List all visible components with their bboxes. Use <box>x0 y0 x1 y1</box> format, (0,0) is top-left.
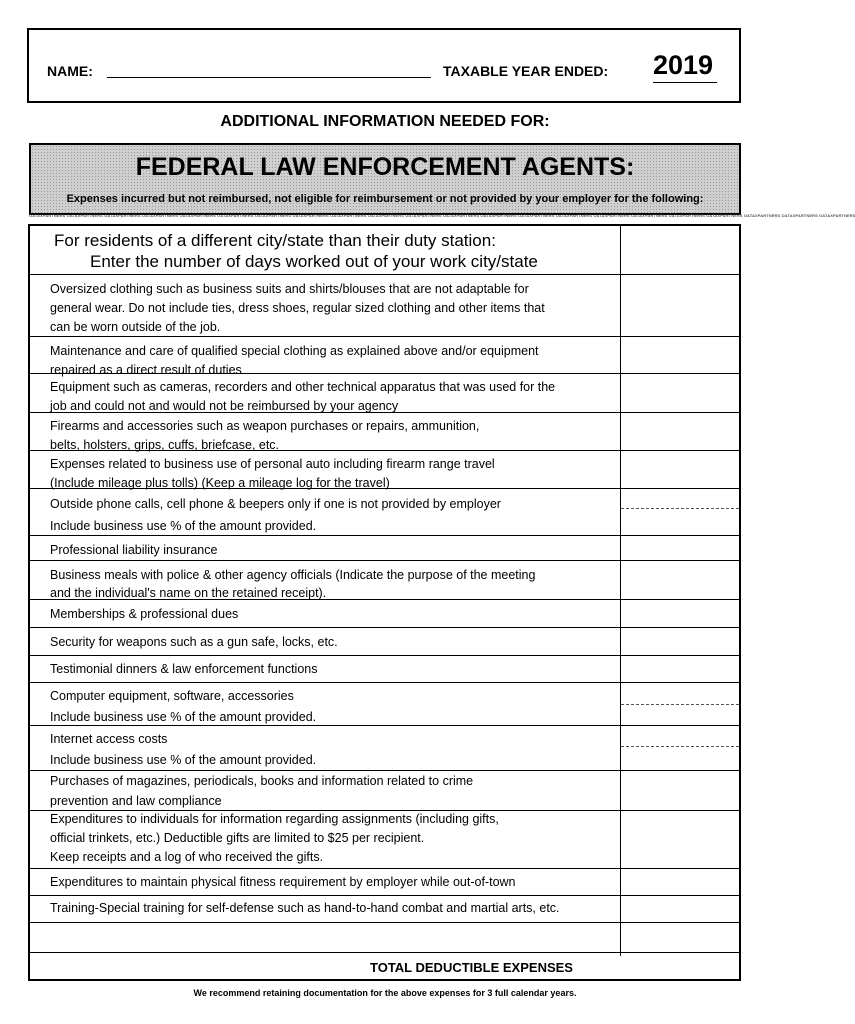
expense-table <box>28 224 741 981</box>
expense-row-text: Include business use % of the amount provided. <box>50 519 317 533</box>
tax-year: 2019 <box>653 50 714 80</box>
amount-cell[interactable] <box>621 337 739 373</box>
expense-row-text: Include business use % of the amount provided. <box>50 753 317 767</box>
amount-cell[interactable] <box>621 811 739 868</box>
banner-subtitle: Expenses incurred but not reimbursed, not eligible for reimbursement or not provided by your employer for the following: <box>66 193 704 205</box>
expense-row-text: official trinkets, etc.) Deductible gifts are limited to $25 per recipient. <box>50 831 425 845</box>
expense-row-text: repaired as a direct result of duties <box>50 363 242 377</box>
amount-cell[interactable] <box>621 771 739 810</box>
expense-row-text: Memberships & professional dues <box>50 607 239 621</box>
taxable-year-label: TAXABLE YEAR ENDED: <box>443 63 609 79</box>
section-banner <box>29 143 741 215</box>
expense-row-text: Business meals with police & other agency officials (Indicate the purpose of the meeting <box>50 568 536 582</box>
total-deductible-label: TOTAL DEDUCTIBLE EXPENSES <box>370 960 573 975</box>
expense-row-text: Professional liability insurance <box>50 543 218 557</box>
expense-row-text: general wear. Do not include ties, dress shoes, regular sized clothing and other items that <box>50 301 545 315</box>
amount-cell[interactable] <box>621 374 739 412</box>
amount-cell[interactable] <box>621 451 739 488</box>
amount-cell[interactable] <box>621 536 739 560</box>
expense-row-text: Keep receipts and a log of who received the gifts. <box>50 850 324 864</box>
header-box <box>27 28 741 103</box>
watermark-strip: OATAXPARTNERS OATAXPARTNERS OATAXPARTNERS OATAXPARTNERS OATAXPARTNERS OATAXPARTNERS OATAXPARTNERS OATAXPARTNERS OATAXPARTNERS OATAXPARTNERS OATAXPARTNERS OATAXPARTNERS OATAXPARTNERS OATAXPARTNERS OATAXPARTNERS OATAXPARTNERS OATAXPARTNERS OATAXPARTNERS OATAXPARTNERS OATAXPARTNERS OATAXPARTNERS OATAXPARTNERS <box>29 213 855 218</box>
amount-cell[interactable] <box>621 413 739 450</box>
amount-cell[interactable] <box>621 656 739 682</box>
expense-row-text: Firearms and accessories such as weapon purchases or repairs, ammunition, <box>50 419 480 433</box>
name-label: NAME: <box>47 63 93 79</box>
row-divider <box>30 922 739 923</box>
expense-row-text: Equipment such as cameras, recorders and other technical apparatus that was used for the <box>50 380 556 394</box>
expense-row-text: Security for weapons such as a gun safe, locks, etc. <box>50 635 338 649</box>
expense-row-text: can be worn outside of the job. <box>50 320 221 334</box>
residents-line-1: For residents of a different city/state than their duty station: <box>54 231 496 250</box>
expense-row-text: Testimonial dinners & law enforcement functions <box>50 662 318 676</box>
amount-cell[interactable] <box>621 275 739 336</box>
expense-row-text: belts, holsters, grips, cuffs, briefcase, etc. <box>50 438 280 452</box>
amount-cell[interactable] <box>621 896 739 922</box>
row-divider <box>30 952 739 953</box>
additional-info-heading: ADDITIONAL INFORMATION NEEDED FOR: <box>220 113 550 130</box>
expense-row-text: prevention and law compliance <box>50 794 222 808</box>
expense-row-text: and the individual's name on the retained receipt). <box>50 586 327 600</box>
footer-note: We recommend retaining documentation for the above expenses for 3 full calendar years. <box>193 988 577 998</box>
amount-cell[interactable] <box>621 869 739 895</box>
expense-row-text: Internet access costs <box>50 732 168 746</box>
amount-cell[interactable] <box>621 561 739 599</box>
amount-cell[interactable] <box>621 726 739 770</box>
expense-row-text: Expenditures to maintain physical fitness requirement by employer while out-of-town <box>50 875 516 889</box>
expense-row-text: Computer equipment, software, accessories <box>50 689 294 703</box>
expense-row-text: Training-Special training for self-defense such as hand-to-hand combat and martial arts, etc. <box>50 901 560 915</box>
amount-cell[interactable] <box>621 628 739 655</box>
banner-title: FEDERAL LAW ENFORCEMENT AGENTS: <box>135 153 635 181</box>
amount-cell[interactable] <box>621 489 739 535</box>
residents-line-2: Enter the number of days worked out of your work city/state <box>90 252 538 271</box>
expense-row-text: job and could not and would not be reimbursed by your agency <box>50 399 399 413</box>
expense-row-text: Outside phone calls, cell phone & beepers only if one is not provided by employer <box>50 497 501 511</box>
expense-row-text: (Include mileage plus tolls) (Keep a mileage log for the travel) <box>50 476 390 490</box>
expense-row-text: Purchases of magazines, periodicals, books and information related to crime <box>50 774 474 788</box>
expense-row-text: Expenditures to individuals for information regarding assignments (including gifts, <box>50 812 499 826</box>
amount-cell[interactable] <box>621 683 739 725</box>
amount-cell[interactable] <box>621 600 739 627</box>
expense-row-text: Expenses related to business use of personal auto including firearm range travel <box>50 457 495 471</box>
year-underline <box>653 82 717 83</box>
expense-row-text: Maintenance and care of qualified special clothing as explained above and/or equipment <box>50 344 539 358</box>
expense-row-text: Oversized clothing such as business suits and shirts/blouses that are not adaptable for <box>50 282 529 296</box>
name-field-line[interactable] <box>107 77 431 78</box>
expense-row-text: Include business use % of the amount provided. <box>50 710 317 724</box>
